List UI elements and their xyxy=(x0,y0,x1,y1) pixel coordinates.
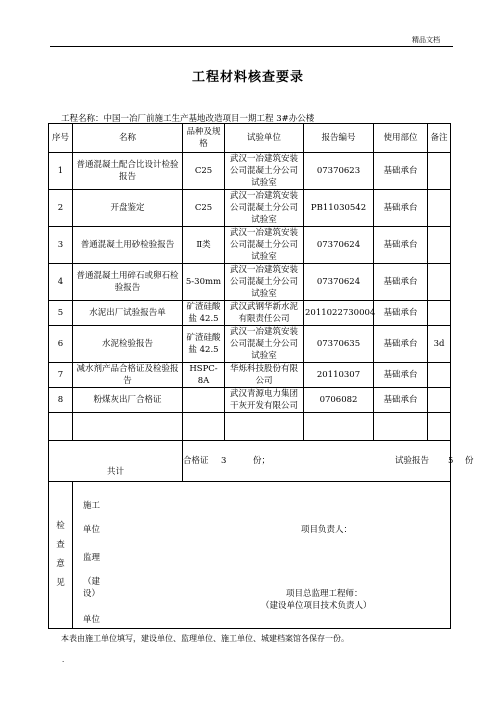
header-cell: 使用部位 xyxy=(374,124,428,153)
remark xyxy=(428,388,451,413)
construction-label-1: 施工 xyxy=(83,501,101,511)
opinion-char: 见 xyxy=(56,578,65,588)
test-unit: 华烁科技股份有限公司 xyxy=(225,363,304,388)
material-spec: HSPC-8A xyxy=(183,363,225,388)
row-number: 6 xyxy=(49,326,73,363)
material-name: 普通混凝土用砂检验报告 xyxy=(73,227,183,264)
material-spec: Ⅱ类 xyxy=(183,227,225,264)
row-number: 1 xyxy=(49,153,73,190)
usage-part: 基础承台 xyxy=(374,301,428,326)
row-number: 3 xyxy=(49,227,73,264)
remark xyxy=(428,264,451,301)
test-report-count: 5 xyxy=(448,455,454,466)
supervision-label-1: 监理 xyxy=(83,553,101,563)
remark xyxy=(428,363,451,388)
opinion-body-cell xyxy=(73,482,451,629)
usage-part: 基础承台 xyxy=(374,326,428,363)
opinion-label-cell xyxy=(49,482,73,629)
row-number: 2 xyxy=(49,190,73,227)
row-number: 4 xyxy=(49,264,73,301)
header-cell: 报告编号 xyxy=(304,124,374,153)
material-name: 水泥出厂试验报告单 xyxy=(73,301,183,326)
header-cell: 备注 xyxy=(428,124,451,153)
material-spec: C25 xyxy=(183,190,225,227)
row-number: 5 xyxy=(49,301,73,326)
table-header-row xyxy=(49,124,451,153)
empty-cell xyxy=(49,413,73,441)
supervision-label-3: 设） xyxy=(83,589,101,599)
total-label: 共计 xyxy=(106,467,124,477)
footer-dot: . xyxy=(62,656,65,664)
header-cell: 试验单位 xyxy=(225,124,304,153)
table-row xyxy=(49,190,451,227)
opinion-row xyxy=(49,482,451,629)
table-row xyxy=(49,264,451,301)
test-unit: 武汉一冶建筑安装公司混凝土分公司试验室 xyxy=(225,326,304,363)
test-unit: 武汉一冶建筑安装公司混凝土分公司试验室 xyxy=(225,227,304,264)
remark: 3d xyxy=(428,326,451,363)
table-row xyxy=(49,153,451,190)
report-number: 07370635 xyxy=(304,326,374,363)
report-number: 0706082 xyxy=(304,388,374,413)
remark xyxy=(428,190,451,227)
cert-count: 3 xyxy=(221,455,227,466)
total-row xyxy=(49,441,451,482)
empty-row xyxy=(49,413,451,441)
report-number: 07370624 xyxy=(304,227,374,264)
table-row xyxy=(49,227,451,264)
usage-part: 基础承台 xyxy=(374,264,428,301)
project-name: 工程名称：中国一冶厂前施工生产基地改造项目一期工程 3#办公楼 xyxy=(61,114,315,124)
supervision-label-2: （建 xyxy=(83,577,101,587)
test-unit: 武汉一冶建筑安装公司混凝土分公司试验室 xyxy=(225,264,304,301)
footer-note: 本表由施工单位填写，建设单位、监理单位、施工单位、城建档案馆各保存一份。 xyxy=(61,634,349,643)
material-spec xyxy=(183,388,225,413)
row-number: 8 xyxy=(49,388,73,413)
report-number: 07370623 xyxy=(304,153,374,190)
material-spec: 矿渣硅酸盐 42.5 xyxy=(183,326,225,363)
material-name: 减水剂产品合格证及检验报告 xyxy=(73,363,183,388)
material-spec: 5-30mm xyxy=(183,264,225,301)
material-spec: 矿渣硅酸盐 42.5 xyxy=(183,301,225,326)
opinion-char: 意 xyxy=(56,559,65,569)
empty-cell xyxy=(225,413,304,441)
report-number: 2011022730004 xyxy=(304,301,374,326)
supervisor-sub-label: （建设单位项目技术负责人） xyxy=(261,601,372,611)
material-name: 粉煤灰出厂合格证 xyxy=(73,388,183,413)
report-number: 07370624 xyxy=(304,264,374,301)
material-name: 水泥检验报告 xyxy=(73,326,183,363)
material-name: 开盘鉴定 xyxy=(73,190,183,227)
empty-cell xyxy=(428,413,451,441)
supervision-label-4: 单位 xyxy=(83,615,101,625)
test-unit: 武汉武钢华新水泥有限责任公司 xyxy=(225,301,304,326)
opinion-char: 检 xyxy=(56,521,65,531)
usage-part: 基础承台 xyxy=(374,388,428,413)
test-unit: 武汉一冶建筑安装公司混凝土分公司试验室 xyxy=(225,190,304,227)
document-title: 工程材料核查要录 xyxy=(191,70,304,85)
empty-cell xyxy=(374,413,428,441)
test-unit: 武汉青源电力集团干灰开发有限公司 xyxy=(225,388,304,413)
material-name: 普通混凝土配合比设计检验报告 xyxy=(73,153,183,190)
usage-part: 基础承台 xyxy=(374,363,428,388)
remark xyxy=(428,153,451,190)
header-cell: 品种及规格 xyxy=(183,124,225,153)
cert-label: 合格证 xyxy=(183,455,209,466)
test-report-label: 试验报告 xyxy=(395,455,430,466)
empty-cell xyxy=(183,413,225,441)
header-rule xyxy=(50,46,453,47)
remark xyxy=(428,301,451,326)
usage-part: 基础承台 xyxy=(374,190,428,227)
table-row xyxy=(49,388,451,413)
usage-part: 基础承台 xyxy=(374,153,428,190)
total-summary xyxy=(183,443,474,480)
total-summary-cell xyxy=(183,441,474,482)
report-number: 20110307 xyxy=(304,363,374,388)
header-cell: 名称 xyxy=(73,124,183,153)
usage-part: 基础承台 xyxy=(374,227,428,264)
empty-cell xyxy=(73,413,183,441)
report-number: PB11030542 xyxy=(304,190,374,227)
remark xyxy=(428,227,451,264)
header-label: 精品文档 xyxy=(412,36,440,44)
row-number: 7 xyxy=(49,363,73,388)
total-label-cell xyxy=(49,441,183,482)
opinion-body xyxy=(73,482,450,628)
construction-label-2: 单位 xyxy=(83,525,101,535)
material-name: 普通混凝土用碎石或卵石检验报告 xyxy=(73,264,183,301)
empty-cell xyxy=(304,413,374,441)
cert-unit: 份； xyxy=(253,455,271,466)
test-report-unit: 份 xyxy=(465,455,474,466)
header-cell: 序号 xyxy=(49,124,73,153)
material-spec: C25 xyxy=(183,153,225,190)
supervisor-sign-label: 项目总监理工程师： xyxy=(286,589,363,599)
table-row xyxy=(49,326,451,363)
table-row xyxy=(49,301,451,326)
opinion-char: 查 xyxy=(56,540,65,550)
test-unit: 武汉一冶建筑安装公司混凝土分公司试验室 xyxy=(225,153,304,190)
pm-sign-label: 项目负责人： xyxy=(301,525,353,535)
table-row xyxy=(49,363,451,388)
materials-table xyxy=(48,123,474,629)
